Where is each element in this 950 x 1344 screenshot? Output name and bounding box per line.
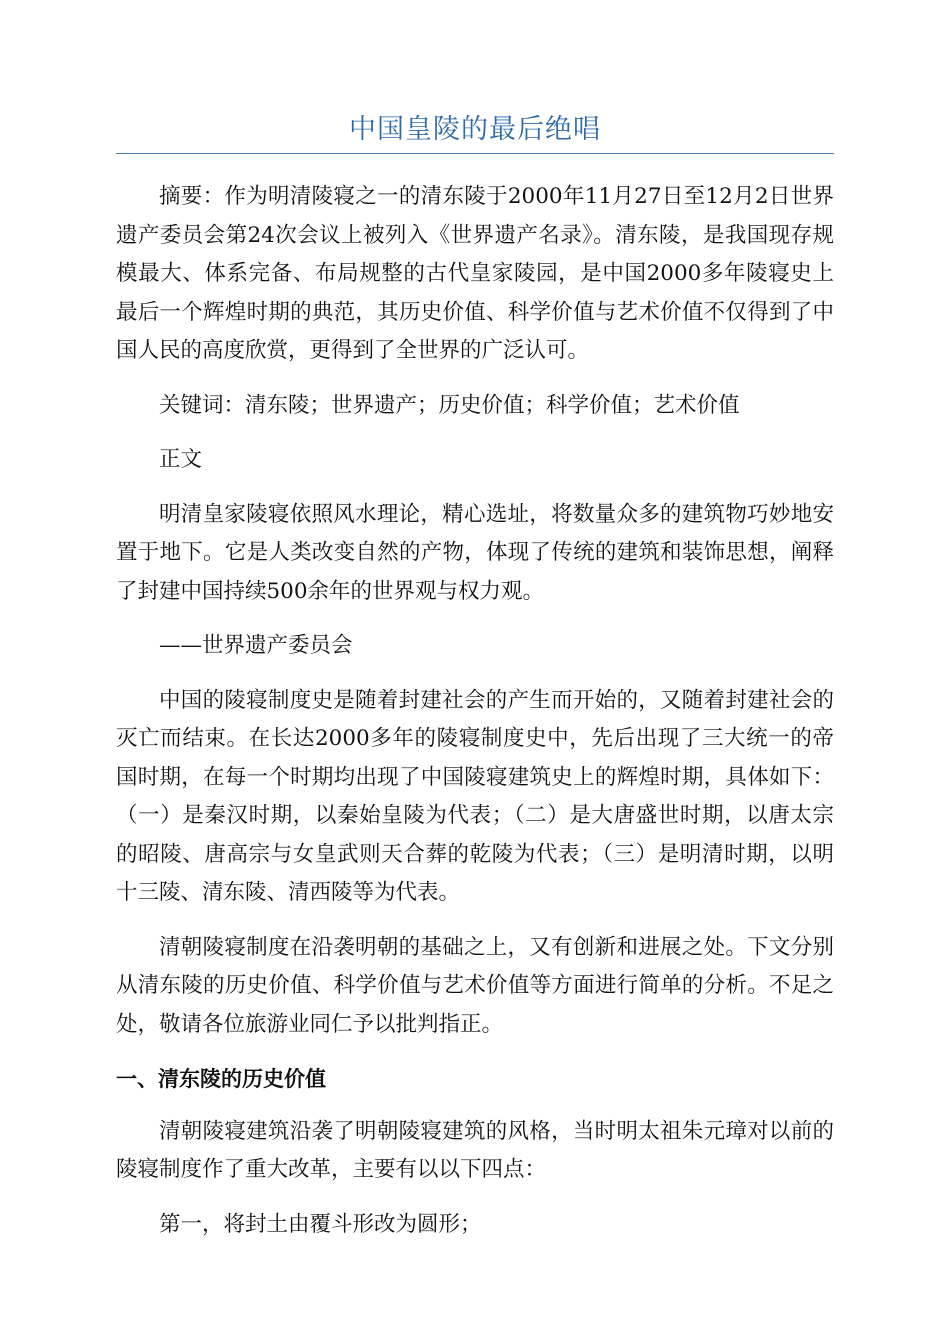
paragraph-point-one: 第一，将封土由覆斗形改为圆形； (159, 1211, 482, 1237)
quote-attribution: ——世界遗产委员会 (159, 633, 353, 658)
body-label: 正文 (159, 447, 203, 472)
document-title: 中国皇陵的最后绝唱 (349, 114, 601, 145)
paragraph-history-overview: 中国的陵寝制度史是随着封建社会的产生而开始的，又随着封建社会的灭亡而结束。在长达2000多年的陵寝制度史中，先后出现了三大统一的帝国时期，在每一个时期均出现了中国陵寝建筑史上的辉煌时期，具体如下：（一）是秦汉时期，以秦始皇陵为代表；（二）是大唐盛世时期，以唐太宗的昭陵、唐高宗与女皇武则天合葬的乾陵为代表；（三）是明清时期，以明十三陵、清东陵、清西陵等为代表。 (116, 687, 834, 905)
quote-paragraph: 明清皇家陵寝依照风水理论，精心选址，将数量众多的建筑物巧妙地安置于地下。它是人类改变自然的产物，体现了传统的建筑和装饰思想，阐释了封建中国持续500余年的世界观与权力观。 (116, 501, 834, 604)
section-heading-historical-value: 一、清东陵的历史价值 (116, 1067, 326, 1091)
paragraph-analysis-intro: 清朝陵寝制度在沿袭明朝的基础之上，又有创新和进展之处。下文分别从清东陵的历史价值、科学价值与艺术价值等方面进行简单的分析。不足之处，敬请各位旅游业同仁予以批判指正。 (116, 934, 834, 1037)
title-underline (116, 153, 834, 154)
keywords-line: 关键词：清东陵；世界遗产；历史价值；科学价值；艺术价值 (159, 392, 740, 418)
abstract-paragraph: 摘要：作为明清陵寝之一的清东陵于2000年11月27日至12月2日世界遗产委员会第24次会议上被列入《世界遗产名录》。清东陵，是我国现存规模最大、体系完备、布局规整的古代皇家陵园，是中国2000多年陵寝史上最后一个辉煌时期的典范，其历史价值、科学价值与艺术价值不仅得到了中国人民的高度欣赏，更得到了全世界的广泛认可。 (116, 184, 834, 363)
document-body (116, 178, 834, 1244)
paragraph-ming-reform: 清朝陵寝建筑沿袭了明朝陵寝建筑的风格，当时明太祖朱元璋对以前的陵寝制度作了重大改革，主要有以以下四点： (116, 1118, 834, 1182)
